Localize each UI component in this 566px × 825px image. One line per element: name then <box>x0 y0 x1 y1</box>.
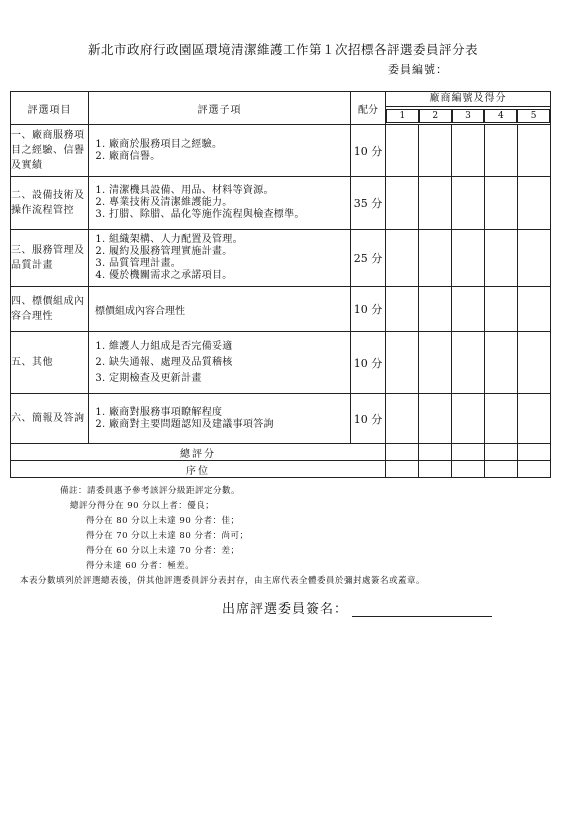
sub-item: 4. 優於機關需求之承諾項目。 <box>109 270 350 282</box>
score-cell[interactable] <box>386 230 419 287</box>
row-points: 10 分 <box>351 332 386 394</box>
score-cell[interactable] <box>419 394 452 444</box>
score-cell[interactable] <box>452 332 485 394</box>
score-cell[interactable] <box>518 125 551 177</box>
score-cell[interactable] <box>419 287 452 332</box>
total-cell[interactable] <box>419 444 452 461</box>
rank-label: 序位 <box>11 461 386 478</box>
row-sub-items <box>89 125 351 177</box>
sub-item: 2. 廠商信譽。 <box>109 151 350 163</box>
header-row <box>11 92 551 125</box>
vendor-number-2: 2 <box>419 109 452 123</box>
notes-intro: 備註：請委員惠予參考該評分級距評定分數。 <box>60 486 241 496</box>
sub-item: 2. 專業技術及清潔維護能力。 <box>109 197 350 209</box>
row-sub-items <box>89 394 351 444</box>
sub-item: 1. 組織架構、人力配置及管理。 <box>109 234 350 246</box>
score-cell[interactable] <box>386 177 419 230</box>
sub-item: 1. 清潔機具設備、用品、材料等資源。 <box>109 185 350 197</box>
rank-cell[interactable] <box>485 461 518 478</box>
vendor-number-5: 5 <box>517 109 550 123</box>
score-cell[interactable] <box>419 332 452 394</box>
header-sub-item: 評選子項 <box>89 92 351 125</box>
score-cell[interactable] <box>485 177 518 230</box>
total-cell[interactable] <box>485 444 518 461</box>
score-cell[interactable] <box>485 332 518 394</box>
table-row <box>11 177 551 230</box>
row-points: 35 分 <box>351 177 386 230</box>
page-title: 新北市政府行政園區環境清潔維護工作第１次招標各評選委員評分表 <box>87 42 478 57</box>
row-item: 四、標價組成內容合理性 <box>11 287 89 332</box>
signature-line[interactable] <box>352 604 492 617</box>
score-cell[interactable] <box>386 125 419 177</box>
grade-line: 總評分得分在 90 分以上者：優良； <box>70 501 215 511</box>
signature-area <box>222 598 492 617</box>
score-cell[interactable] <box>419 230 452 287</box>
grade-line: 得分在 80 分以上未達 90 分者：佳； <box>86 516 240 526</box>
table-row <box>11 394 551 444</box>
score-cell[interactable] <box>419 125 452 177</box>
vendor-header-label: 廠商編號及得分 <box>386 92 550 107</box>
total-cell[interactable] <box>452 444 485 461</box>
row-points: 10 分 <box>351 287 386 332</box>
member-number-label: 委員編號： <box>388 63 448 76</box>
row-points: 10 分 <box>351 125 386 177</box>
rank-row <box>11 461 551 478</box>
row-item: 一、廠商服務項目之經驗、信譽及實績 <box>11 125 89 177</box>
row-item: 六、簡報及答詢 <box>11 394 89 444</box>
score-cell[interactable] <box>518 332 551 394</box>
sub-item: 1. 維護人力組成是否完備妥適 <box>109 341 350 353</box>
score-cell[interactable] <box>452 287 485 332</box>
sub-item: 標價組成內容合理性 <box>95 305 185 317</box>
vendor-number-4: 4 <box>484 109 517 123</box>
sub-item: 3. 定期檢查及更新計畫 <box>109 373 350 385</box>
score-cell[interactable] <box>452 125 485 177</box>
score-cell[interactable] <box>518 394 551 444</box>
row-points: 10 分 <box>351 394 386 444</box>
row-sub-items <box>89 332 351 394</box>
score-cell[interactable] <box>485 287 518 332</box>
sub-item: 2. 缺失通報、處理及品質稽核 <box>109 357 350 369</box>
score-cell[interactable] <box>452 177 485 230</box>
score-cell[interactable] <box>386 332 419 394</box>
score-cell[interactable] <box>386 287 419 332</box>
grade-line: 得分在 70 分以上未達 80 分者：尚可； <box>86 531 249 541</box>
total-cell[interactable] <box>518 444 551 461</box>
score-cell[interactable] <box>452 230 485 287</box>
score-cell[interactable] <box>485 394 518 444</box>
vendor-number-3: 3 <box>452 109 485 123</box>
rank-cell[interactable] <box>518 461 551 478</box>
table-row <box>11 125 551 177</box>
row-sub-items <box>89 287 351 332</box>
table-row <box>11 332 551 394</box>
score-cell[interactable] <box>518 230 551 287</box>
row-points: 25 分 <box>351 230 386 287</box>
table-row <box>11 287 551 332</box>
signature-label: 出席評選委員簽名： <box>222 602 349 617</box>
row-item: 三、服務管理及品質計畫 <box>11 230 89 287</box>
notes <box>20 484 426 589</box>
rank-cell[interactable] <box>419 461 452 478</box>
sub-item: 1. 廠商對服務事項瞭解程度 <box>109 407 350 419</box>
total-score-label: 總評分 <box>11 444 386 461</box>
grade-line: 得分未達 60 分者：極差。 <box>86 561 195 571</box>
score-table <box>10 91 551 478</box>
sub-item: 3. 打腊、除腊、晶化等施作流程與檢查標準。 <box>109 209 350 221</box>
table-row <box>11 230 551 287</box>
score-cell[interactable] <box>518 177 551 230</box>
sub-item: 2. 廠商對主要問題認知及建議事項答詢 <box>109 419 350 431</box>
sub-item: 2. 履約及服務管理實施計畫。 <box>109 246 350 258</box>
total-row <box>11 444 551 461</box>
total-cell[interactable] <box>386 444 419 461</box>
row-item: 五、其他 <box>11 332 89 394</box>
notes-footer: 本表分數填列於評選總表後，併其他評選委員評分表封存，由主席代表全體委員於彌封處簽名或蓋章。 <box>20 576 426 586</box>
rank-cell[interactable] <box>452 461 485 478</box>
score-cell[interactable] <box>386 394 419 444</box>
header-item: 評選項目 <box>11 92 89 125</box>
row-sub-items <box>89 177 351 230</box>
sub-item: 1. 廠商於服務項目之經驗。 <box>109 139 350 151</box>
grade-line: 得分在 60 分以上未達 70 分者：差； <box>86 546 240 556</box>
score-cell[interactable] <box>485 125 518 177</box>
score-cell[interactable] <box>518 287 551 332</box>
score-cell[interactable] <box>419 177 452 230</box>
vendor-number-1: 1 <box>386 109 419 123</box>
rank-cell[interactable] <box>386 461 419 478</box>
row-item: 二、設備技術及操作流程管控 <box>11 177 89 230</box>
score-cell[interactable] <box>485 230 518 287</box>
score-cell[interactable] <box>452 394 485 444</box>
sub-item: 3. 品質管理計畫。 <box>109 258 350 270</box>
row-sub-items <box>89 230 351 287</box>
header-score: 配分 <box>351 92 386 125</box>
header-vendor <box>386 92 551 125</box>
